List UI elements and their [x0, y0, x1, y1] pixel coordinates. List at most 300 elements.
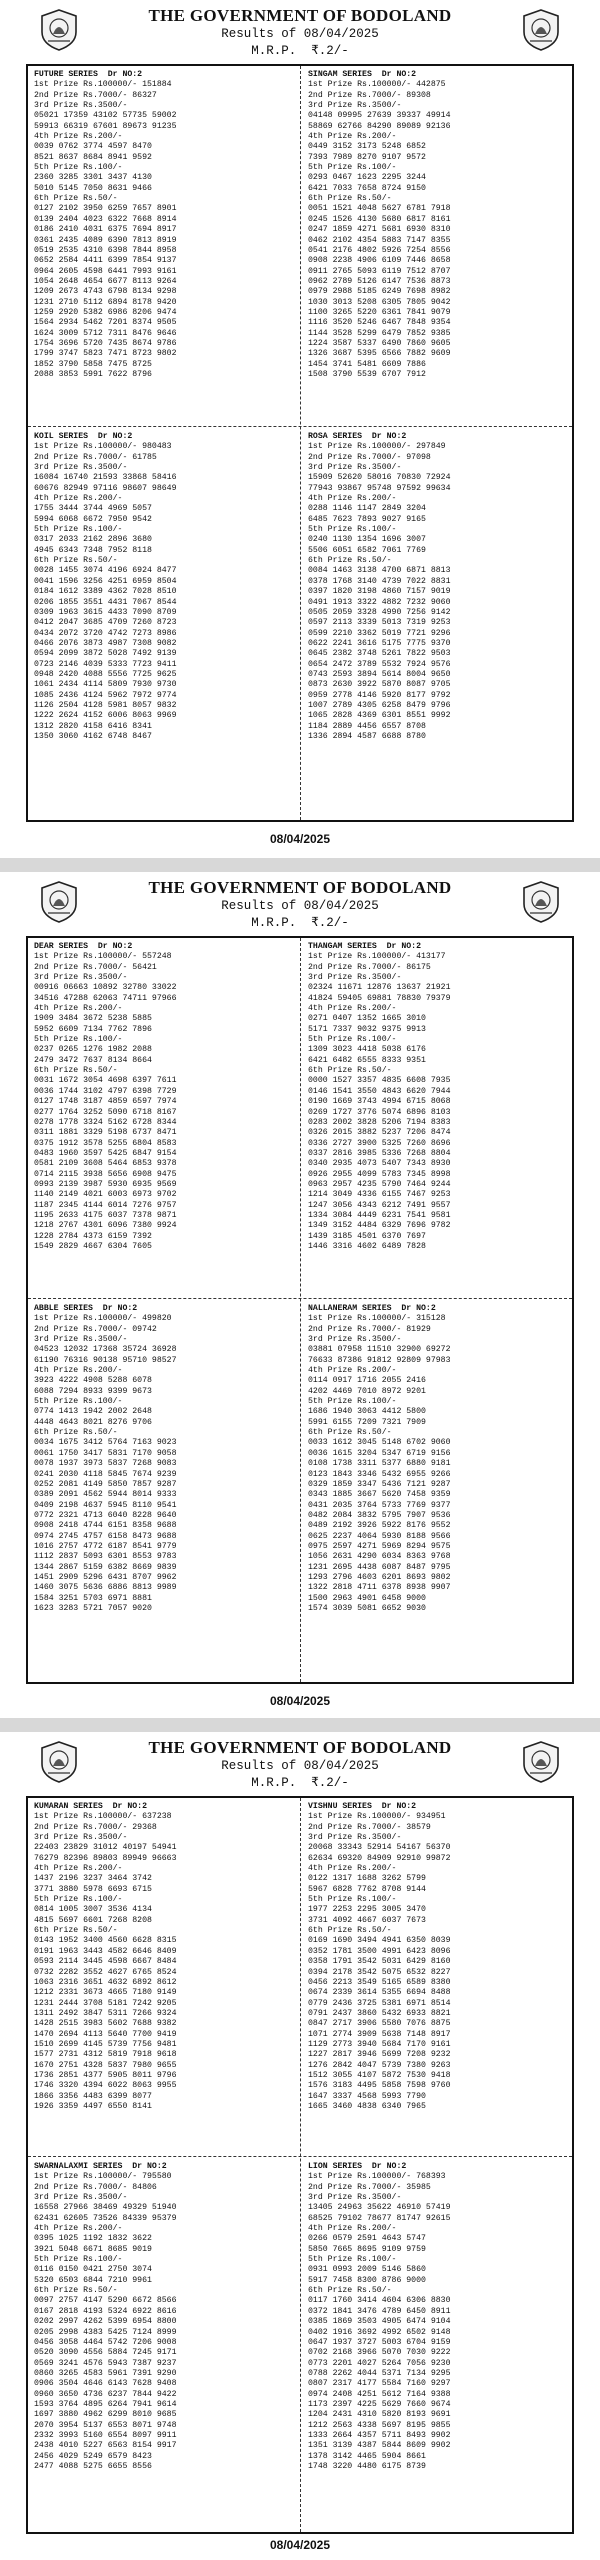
result-line: 0051 1521 4048 5627 6781 7918 [308, 204, 451, 214]
row-divider [28, 1298, 572, 1299]
result-line: 1126 2504 4128 5981 8057 9832 [34, 700, 177, 710]
series-name: SINGAM SERIES Dr NO:2 [308, 70, 417, 79]
series-block-lion [308, 2162, 563, 2472]
result-page-3 [0, 1732, 600, 2560]
series-name: ABBLE SERIES Dr NO:2 [34, 1304, 138, 1313]
result-line: 2456 4029 5249 6579 8423 [34, 2451, 152, 2461]
result-line: 5th Prize Rs.100/- [34, 1035, 123, 1045]
result-line: 1577 2731 4312 5819 7918 9618 [34, 2050, 177, 2060]
result-line: 1454 3741 5481 6609 7886 [308, 359, 426, 369]
result-line: 1204 2431 4310 5820 8193 9691 [308, 2410, 451, 2420]
result-line: 1st Prize Rs.100000/- 934951 [308, 1812, 446, 1822]
result-line: 0520 3090 4556 5884 7245 9171 [34, 2348, 177, 2358]
series-block-koil [34, 432, 289, 742]
result-line: 1564 2934 5462 7201 8374 9505 [34, 318, 177, 328]
result-line: 0311 1881 3329 5198 6737 8471 [34, 1128, 177, 1138]
result-line: 1439 3185 4501 6370 7697 [308, 1231, 426, 1241]
result-line: 6th Prize Rs.50/- [308, 2286, 392, 2296]
result-line: 5th Prize Rs.100/- [34, 163, 123, 173]
result-line: 0931 0993 2009 5146 5860 [308, 2265, 426, 2275]
result-line: 1470 2694 4113 5640 7700 9419 [34, 2029, 177, 2039]
result-line: 3rd Prize Rs.3500/- [308, 463, 402, 473]
result-line: 1351 3139 4387 5844 8609 9902 [308, 2441, 451, 2451]
result-line: 1909 3484 3672 5238 5885 [34, 1014, 152, 1024]
result-line: 15909 52620 58016 70830 72924 [308, 473, 451, 483]
series-block-rosa [308, 432, 563, 742]
result-line: 1247 3056 4343 6212 7491 9557 [308, 1200, 451, 1210]
result-line: 1218 2767 4301 6096 7380 9924 [34, 1221, 177, 1231]
result-line: 0033 1612 3045 5148 6702 9060 [308, 1438, 451, 1448]
page-footer-date: 08/04/2025 [269, 2538, 331, 2552]
result-line: 1697 3880 4962 6299 8010 9685 [34, 2410, 177, 2420]
result-line: 1231 2695 4438 6087 8487 9795 [308, 1562, 451, 1572]
result-line: 4th Prize Rs.200/- [34, 132, 123, 142]
result-line: 6421 7033 7658 8724 9150 [308, 183, 426, 193]
result-line: 1451 2909 5296 6431 8707 9962 [34, 1572, 177, 1582]
result-line: 2070 3954 5137 6553 8071 9748 [34, 2420, 177, 2430]
result-line: 2477 4088 5275 6655 8556 [34, 2461, 152, 2471]
result-line: 0743 2593 3894 5614 8004 9650 [308, 669, 451, 679]
column-divider [300, 1798, 301, 2532]
result-line: 03881 07958 11510 32900 69272 [308, 1345, 451, 1355]
result-line: 5850 7665 8695 9109 9759 [308, 2244, 426, 2254]
result-line: 1593 3764 4895 6264 7941 9614 [34, 2399, 177, 2409]
mrp-price: M.R.P. ₹.2/- [251, 916, 349, 930]
result-line: 0926 2955 4099 5783 7345 8998 [308, 1169, 451, 1179]
result-line: 3rd Prize Rs.3500/- [34, 101, 128, 111]
result-line: 4th Prize Rs.200/- [34, 1366, 123, 1376]
result-line: 22403 23829 31012 40197 54941 [34, 1843, 177, 1853]
result-line: 0283 2002 3828 5206 7194 8383 [308, 1117, 451, 1127]
result-line: 0948 2420 4088 5556 7725 9625 [34, 669, 177, 679]
result-line: 0569 3241 4576 5943 7387 9237 [34, 2358, 177, 2368]
result-line: 5th Prize Rs.100/- [308, 1035, 397, 1045]
result-line: 8521 8637 8684 8941 9592 [34, 152, 152, 162]
result-line: 0247 1859 4271 5681 6930 8310 [308, 225, 451, 235]
result-line: 1510 2699 4145 5739 7756 9481 [34, 2039, 177, 2049]
series-block-abble [34, 1304, 289, 1614]
results-date-line: Results of 08/04/2025 [221, 899, 379, 913]
result-line: 61190 76316 90138 95710 98527 [34, 1355, 177, 1365]
result-line: 0911 2765 5093 6119 7512 8707 [308, 266, 451, 276]
result-line: 0084 1463 3138 4700 6871 8813 [308, 566, 451, 576]
result-line: 1326 3687 5395 6566 7882 9609 [308, 349, 451, 359]
result-line: 4448 4643 8021 8276 9706 [34, 1417, 152, 1427]
result-line: 1647 3337 4568 5993 7790 [308, 2091, 426, 2101]
result-line: 0269 1727 3776 5074 6896 8103 [308, 1107, 451, 1117]
result-line: 0358 1791 3542 5031 6429 8160 [308, 1957, 451, 1967]
result-line: 3rd Prize Rs.3500/- [308, 1833, 402, 1843]
result-line: 0326 2015 3882 5237 7206 8474 [308, 1128, 451, 1138]
result-line: 2nd Prize Rs.7000/- 61785 [34, 452, 157, 462]
result-line: 0385 1869 3503 4905 6474 9104 [308, 2317, 451, 2327]
result-line: 5th Prize Rs.100/- [308, 1397, 397, 1407]
results-date-line: Results of 08/04/2025 [221, 1759, 379, 1773]
result-line: 0431 2035 3764 5733 7769 9377 [308, 1500, 451, 1510]
result-line: 5th Prize Rs.100/- [308, 525, 397, 535]
result-line: 4th Prize Rs.200/- [34, 494, 123, 504]
row-divider [28, 2156, 572, 2157]
result-line: 0622 2241 3616 5175 7775 9370 [308, 638, 451, 648]
result-line: 1st Prize Rs.100000/- 637238 [34, 1812, 172, 1822]
result-line: 1061 2434 4114 5809 7930 9730 [34, 680, 177, 690]
result-line: 1311 2492 3847 5311 7266 9324 [34, 2008, 177, 2018]
result-line: 1129 2773 3940 5684 7170 9161 [308, 2039, 451, 2049]
result-line: 0139 2404 4023 6322 7668 8914 [34, 214, 177, 224]
result-line: 6th Prize Rs.50/- [308, 556, 392, 566]
result-line: 0505 2059 3328 4990 7256 9142 [308, 607, 451, 617]
result-line: 0674 2339 3614 5355 6694 8488 [308, 1988, 451, 1998]
result-line: 3rd Prize Rs.3500/- [34, 973, 128, 983]
result-line: 1926 3359 4497 6550 8141 [34, 2101, 152, 2111]
result-line: 3rd Prize Rs.3500/- [308, 101, 402, 111]
result-line: 0372 1841 3476 4789 6450 8911 [308, 2306, 451, 2316]
result-line: 0000 1527 3357 4835 6608 7935 [308, 1076, 451, 1086]
result-line: 0114 0917 1716 2055 2416 [308, 1376, 426, 1386]
result-line: 0993 2139 3987 5930 6935 9569 [34, 1179, 177, 1189]
result-line: 4th Prize Rs.200/- [34, 2224, 123, 2234]
series-name: ROSA SERIES Dr NO:2 [308, 432, 407, 441]
result-line: 1623 3283 5721 7057 9020 [34, 1603, 152, 1613]
result-line: 1st Prize Rs.100000/- 297849 [308, 442, 446, 452]
result-line: 1st Prize Rs.100000/- 557248 [34, 952, 172, 962]
result-line: 0456 2213 3549 5165 6589 8380 [308, 1977, 451, 1987]
result-line: 0732 2282 3552 4627 6765 8524 [34, 1967, 177, 1977]
result-line: 0788 2262 4044 5371 7134 9295 [308, 2368, 451, 2378]
result-line: 6th Prize Rs.50/- [34, 1926, 118, 1936]
result-line: 1312 2820 4158 6416 8341 [34, 721, 152, 731]
result-line: 2438 4010 5227 6563 8154 9917 [34, 2441, 177, 2451]
result-line: 3rd Prize Rs.3500/- [34, 2193, 128, 2203]
result-line: 2360 3285 3301 3437 4130 [34, 173, 152, 183]
result-line: 4th Prize Rs.200/- [308, 132, 397, 142]
result-line: 0337 2816 3985 5336 7268 8804 [308, 1148, 451, 1158]
result-line: 0860 3265 4583 5961 7391 9290 [34, 2368, 177, 2378]
result-line: 1437 2196 3237 3464 3742 [34, 1874, 152, 1884]
result-line: 1st Prize Rs.100000/- 442875 [308, 80, 446, 90]
column-divider [300, 938, 301, 1682]
page-separator [0, 858, 600, 872]
series-name: NALLANERAM SERIES Dr NO:2 [308, 1304, 436, 1313]
result-line: 68525 79102 78677 81747 92615 [308, 2213, 451, 2223]
result-line: 0288 1146 1147 2849 3204 [308, 504, 426, 514]
result-line: 0108 1738 3311 5377 6880 9181 [308, 1459, 451, 1469]
result-line: 0116 0150 0421 2750 3074 [34, 2265, 152, 2275]
result-line: 1054 2648 4654 6677 8113 9264 [34, 276, 177, 286]
result-line: 5967 6828 7762 8708 9144 [308, 1884, 426, 1894]
column-divider [300, 66, 301, 820]
result-line: 1333 2664 4357 5711 8493 9902 [308, 2430, 451, 2440]
result-line: 0252 2081 4149 5850 7857 9287 [34, 1479, 177, 1489]
result-line: 5th Prize Rs.100/- [308, 1895, 397, 1905]
result-line: 0278 1778 3324 5162 6728 8344 [34, 1117, 177, 1127]
result-line: 0491 1913 3322 4882 7232 9060 [308, 597, 451, 607]
page-separator [0, 1718, 600, 1732]
result-line: 0361 2435 4089 6390 7813 8919 [34, 235, 177, 245]
result-line: 3921 5048 6671 8685 9019 [34, 2244, 152, 2254]
result-line: 1665 3460 4838 6340 7965 [308, 2101, 426, 2111]
result-line: 2nd Prize Rs.7000/- 89308 [308, 90, 431, 100]
result-line: 0599 2210 3362 5019 7721 9296 [308, 628, 451, 638]
government-emblem-icon [520, 1740, 562, 1784]
result-line: 0397 1820 3198 4860 7157 9019 [308, 587, 451, 597]
result-line: 0036 1615 3204 5347 6719 9156 [308, 1448, 451, 1458]
result-line: 6421 6482 6555 8333 9351 [308, 1055, 426, 1065]
result-line: 0309 1963 3615 4433 7090 8709 [34, 607, 177, 617]
result-line: 1977 2253 2295 3005 3470 [308, 1905, 426, 1915]
result-line: 0702 2168 3966 5070 7030 9222 [308, 2348, 451, 2358]
series-block-vishnu [308, 1802, 563, 2112]
result-line: 60676 82949 97116 98607 98649 [34, 483, 177, 493]
result-line: 1112 2837 5093 6301 8553 9783 [34, 1552, 177, 1562]
series-name: SWARNALAXMI SERIES Dr NO:2 [34, 2162, 167, 2171]
result-line: 1736 2851 4377 5905 8011 9796 [34, 2070, 177, 2080]
result-line: 0960 3650 4736 6237 7844 9422 [34, 2389, 177, 2399]
result-line: 4th Prize Rs.200/- [308, 1004, 397, 1014]
result-line: 6th Prize Rs.50/- [34, 194, 118, 204]
result-line: 1576 3183 4495 5858 7598 9760 [308, 2081, 451, 2091]
result-line: 4th Prize Rs.200/- [308, 494, 397, 504]
mrp-price: M.R.P. ₹.2/- [251, 44, 349, 58]
result-line: 1799 3747 5823 7471 8723 9802 [34, 349, 177, 359]
result-line: 0036 1744 3102 4797 6398 7729 [34, 1086, 177, 1096]
result-line: 6th Prize Rs.50/- [34, 1428, 118, 1438]
result-line: 1512 3055 4107 5872 7530 9418 [308, 2070, 451, 2080]
result-line: 0191 1963 3443 4582 6646 8409 [34, 1946, 177, 1956]
result-line: 0723 2146 4039 5333 7723 9411 [34, 659, 177, 669]
result-line: 1224 3587 5337 6490 7860 9605 [308, 338, 451, 348]
government-emblem-icon [520, 880, 562, 924]
result-line: 20068 33343 52914 54167 56370 [308, 1843, 451, 1853]
result-line: 1100 3265 5220 6361 7841 9079 [308, 307, 451, 317]
result-line: 1016 2757 4772 6187 8541 9779 [34, 1541, 177, 1551]
result-line: 1st Prize Rs.100000/- 151884 [34, 80, 172, 90]
result-line: 1st Prize Rs.100000/- 315128 [308, 1314, 446, 1324]
result-line: 1195 2633 4175 6037 7378 9871 [34, 1210, 177, 1220]
result-line: 0340 2935 4073 5407 7343 8930 [308, 1159, 451, 1169]
page-footer-date: 08/04/2025 [269, 1694, 331, 1708]
page-title: THE GOVERNMENT OF BODOLAND [148, 6, 452, 25]
result-line: 0205 2998 4383 5425 7124 8999 [34, 2327, 177, 2337]
result-line: 2nd Prize Rs.7000/- 86327 [34, 90, 157, 100]
result-line: 1344 2867 5159 6382 8669 9839 [34, 1562, 177, 1572]
result-line: 0127 2102 3950 6259 7657 8901 [34, 204, 177, 214]
result-line: 0041 1596 3256 4251 6959 8504 [34, 576, 177, 586]
result-page-2 [0, 872, 600, 1718]
page-header [0, 0, 600, 62]
result-line: 5991 6155 7209 7321 7909 [308, 1417, 426, 1427]
result-line: 1st Prize Rs.100000/- 413177 [308, 952, 446, 962]
result-line: 0962 2789 5126 6147 7536 8873 [308, 276, 451, 286]
result-line: 1293 2796 4603 6201 8693 9802 [308, 1572, 451, 1582]
result-line: 2nd Prize Rs.7000/- 29368 [34, 1822, 157, 1832]
result-line: 3771 3880 5978 6693 6715 [34, 1884, 152, 1894]
result-page-1 [0, 0, 600, 858]
result-line: 0906 3504 4646 6143 7628 9408 [34, 2379, 177, 2389]
results-table [26, 64, 574, 822]
result-line: 5917 7458 8300 8786 9000 [308, 2275, 426, 2285]
result-line: 0908 2238 4906 6109 7446 8658 [308, 256, 451, 266]
result-line: 0186 2410 4031 6375 7694 8917 [34, 225, 177, 235]
result-line: 1231 2710 5112 6894 8178 9420 [34, 297, 177, 307]
result-line: 62431 62605 73526 84339 95379 [34, 2213, 177, 2223]
result-line: 0409 2198 4637 5945 8110 9541 [34, 1500, 177, 1510]
result-line: 2088 3853 5991 7622 8796 [34, 369, 152, 379]
result-line: 0647 1937 3727 5003 6704 9159 [308, 2337, 451, 2347]
result-line: 04523 12032 17368 35724 36928 [34, 1345, 177, 1355]
result-line: 13405 24963 35622 46910 57419 [308, 2203, 451, 2213]
result-line: 6th Prize Rs.50/- [308, 1066, 392, 1076]
result-line: 0028 1455 3074 4196 6924 8477 [34, 566, 177, 576]
result-line: 1460 3075 5636 6886 8813 9989 [34, 1583, 177, 1593]
result-line: 1st Prize Rs.100000/- 768393 [308, 2172, 446, 2182]
result-line: 1212 2331 3673 4665 7180 9149 [34, 1988, 177, 1998]
result-line: 0375 1912 3578 5255 6804 8583 [34, 1138, 177, 1148]
result-line: 1116 3520 5246 6467 7848 9354 [308, 318, 451, 328]
result-line: 0541 2176 4802 5926 7254 8556 [308, 245, 451, 255]
result-line: 1334 3084 4449 6231 7541 9581 [308, 1210, 451, 1220]
result-line: 2nd Prize Rs.7000/- 86175 [308, 962, 431, 972]
result-line: 0078 1937 3973 5837 7268 9083 [34, 1459, 177, 1469]
result-line: 1st Prize Rs.100000/- 499820 [34, 1314, 172, 1324]
result-line: 0594 2099 3872 5028 7492 9139 [34, 649, 177, 659]
result-line: 76279 82396 89803 89949 96663 [34, 1853, 177, 1863]
result-line: 2nd Prize Rs.7000/- 38579 [308, 1822, 431, 1832]
result-line: 16084 16740 21593 33868 58416 [34, 473, 177, 483]
result-line: 0039 0762 3774 4597 8470 [34, 142, 152, 152]
result-line: 0873 2630 3922 5870 8087 9705 [308, 680, 451, 690]
result-line: 0266 0579 2591 4643 5747 [308, 2234, 426, 2244]
result-line: 0807 2317 4177 5584 7160 9297 [308, 2379, 451, 2389]
result-line: 4815 5697 6601 7268 8208 [34, 1915, 152, 1925]
result-line: 05021 17359 43102 57735 59002 [34, 111, 177, 121]
result-line: 0964 2605 4598 6441 7993 9161 [34, 266, 177, 276]
result-line: 2nd Prize Rs.7000/- 56421 [34, 962, 157, 972]
result-line: 5th Prize Rs.100/- [308, 163, 397, 173]
result-line: 0979 2988 5185 6249 7698 8982 [308, 287, 451, 297]
page-header [0, 872, 600, 934]
result-line: 3rd Prize Rs.3500/- [34, 1833, 128, 1843]
result-line: 3rd Prize Rs.3500/- [308, 2193, 402, 2203]
result-line: 58869 62766 84290 89089 92136 [308, 121, 451, 131]
result-line: 5th Prize Rs.100/- [34, 2255, 123, 2265]
result-line: 0908 2418 4744 6151 8358 9688 [34, 1521, 177, 1531]
result-line: 1214 3049 4336 6155 7467 9253 [308, 1190, 451, 1200]
series-block-nallaneram [308, 1304, 563, 1614]
series-block-dear [34, 942, 289, 1252]
result-line: 1144 3528 5299 6479 7852 9385 [308, 328, 451, 338]
result-line: 0146 1541 3550 4843 6620 7944 [308, 1086, 451, 1096]
result-line: 76633 87386 91812 92809 97983 [308, 1355, 451, 1365]
result-line: 4202 4469 7010 8972 9201 [308, 1386, 426, 1396]
result-line: 0123 1843 3346 5432 6955 9266 [308, 1469, 451, 1479]
result-line: 0061 1750 3417 5831 7170 9058 [34, 1448, 177, 1458]
series-name: KUMARAN SERIES Dr NO:2 [34, 1802, 148, 1811]
series-block-swarnalaxmi [34, 2162, 289, 2472]
result-line: 4th Prize Rs.200/- [34, 1004, 123, 1014]
result-line: 1852 3790 5858 7475 8725 [34, 359, 152, 369]
result-line: 1030 3013 5208 6305 7805 9042 [308, 297, 451, 307]
result-line: 0143 1952 3400 4560 6628 8315 [34, 1936, 177, 1946]
result-line: 1085 2436 4124 5962 7972 9774 [34, 690, 177, 700]
page-footer-date: 08/04/2025 [269, 832, 331, 846]
result-line: 0519 2535 4310 6398 7844 8958 [34, 245, 177, 255]
result-line: 34516 47288 62063 74711 97966 [34, 993, 177, 1003]
result-line: 0184 1612 3389 4362 7028 8510 [34, 587, 177, 597]
result-line: 1st Prize Rs.100000/- 795580 [34, 2172, 172, 2182]
result-line: 2479 3472 7637 8134 8664 [34, 1055, 152, 1065]
result-line: 0597 2113 3339 5013 7319 9253 [308, 618, 451, 628]
result-line: 0117 1760 3414 4604 6306 8830 [308, 2296, 451, 2306]
result-line: 1500 2963 4901 6458 9000 [308, 1593, 426, 1603]
result-line: 0774 1413 1942 2002 2648 [34, 1407, 152, 1417]
result-line: 5320 6503 6844 7210 9961 [34, 2275, 152, 2285]
result-line: 1754 3696 5720 7435 8674 9786 [34, 338, 177, 348]
result-line: 1746 3320 4394 6022 8063 9955 [34, 2081, 177, 2091]
result-line: 0814 1005 3007 3536 4134 [34, 1905, 152, 1915]
result-line: 7393 7989 8270 9107 9572 [308, 152, 426, 162]
result-line: 5994 6068 6672 7950 9542 [34, 514, 152, 524]
result-line: 5171 7337 9032 9375 9913 [308, 1024, 426, 1034]
result-line: 04148 09995 27639 39337 49914 [308, 111, 451, 121]
results-table [26, 1796, 574, 2534]
result-line: 2nd Prize Rs.7000/- 81929 [308, 1324, 431, 1334]
result-line: 0773 2201 4027 5264 7056 9230 [308, 2358, 451, 2368]
result-line: 6th Prize Rs.50/- [34, 2286, 118, 2296]
series-block-future [34, 70, 289, 380]
result-line: 4th Prize Rs.200/- [308, 2224, 397, 2234]
series-name: LION SERIES Dr NO:2 [308, 2162, 407, 2171]
result-line: 59913 66319 67601 89673 91235 [34, 121, 177, 131]
results-table [26, 936, 574, 1684]
result-line: 0031 1672 3054 4698 6397 7611 [34, 1076, 177, 1086]
result-line: 0329 1859 3347 5436 7121 9287 [308, 1479, 451, 1489]
page-title: THE GOVERNMENT OF BODOLAND [148, 878, 452, 897]
result-line: 5952 6609 7134 7762 7896 [34, 1024, 152, 1034]
result-line: 1755 3444 3744 4969 5057 [34, 504, 152, 514]
result-line: 1056 2631 4290 6034 8363 9768 [308, 1552, 451, 1562]
series-block-kumaran [34, 1802, 289, 2112]
result-line: 3923 4222 4908 5288 6078 [34, 1376, 152, 1386]
result-line: 1184 2889 4456 6557 8708 [308, 721, 426, 731]
result-line: 2nd Prize Rs.7000/- 35985 [308, 2182, 431, 2192]
result-line: 4945 6343 7348 7952 8118 [34, 545, 152, 555]
result-line: 0127 1748 3187 4859 6597 7974 [34, 1097, 177, 1107]
result-line: 0714 2115 3938 5656 6908 9475 [34, 1169, 177, 1179]
result-line: 5th Prize Rs.100/- [34, 1895, 123, 1905]
result-line: 0202 2997 4262 5399 6954 8800 [34, 2317, 177, 2327]
result-line: 5th Prize Rs.100/- [308, 2255, 397, 2265]
result-line: 0245 1526 4130 5680 6817 8161 [308, 214, 451, 224]
result-line: 0293 0467 1623 2295 3244 [308, 173, 426, 183]
result-line: 3731 4092 4667 6037 7673 [308, 1915, 426, 1925]
result-line: 0395 1025 1192 1832 3622 [34, 2234, 152, 2244]
result-line: 1748 3220 4480 6175 8739 [308, 2461, 426, 2471]
result-line: 1007 2789 4305 6258 8479 9796 [308, 700, 451, 710]
result-line: 1322 2818 4711 6378 8938 9907 [308, 1583, 451, 1593]
result-line: 1228 2784 4373 6159 7392 [34, 1231, 152, 1241]
result-line: 6th Prize Rs.50/- [308, 1926, 392, 1936]
result-line: 4th Prize Rs.200/- [308, 1366, 397, 1376]
series-name: FUTURE SERIES Dr NO:2 [34, 70, 143, 79]
result-line: 3rd Prize Rs.3500/- [308, 973, 402, 983]
result-line: 77943 93867 95748 97592 99634 [308, 483, 451, 493]
result-line: 2332 3993 5160 6554 8097 9911 [34, 2430, 177, 2440]
result-line: 0449 3152 3173 5248 6852 [308, 142, 426, 152]
result-line: 3rd Prize Rs.3500/- [34, 463, 128, 473]
page-title: THE GOVERNMENT OF BODOLAND [148, 1738, 452, 1757]
result-line: 3rd Prize Rs.3500/- [34, 1335, 128, 1345]
